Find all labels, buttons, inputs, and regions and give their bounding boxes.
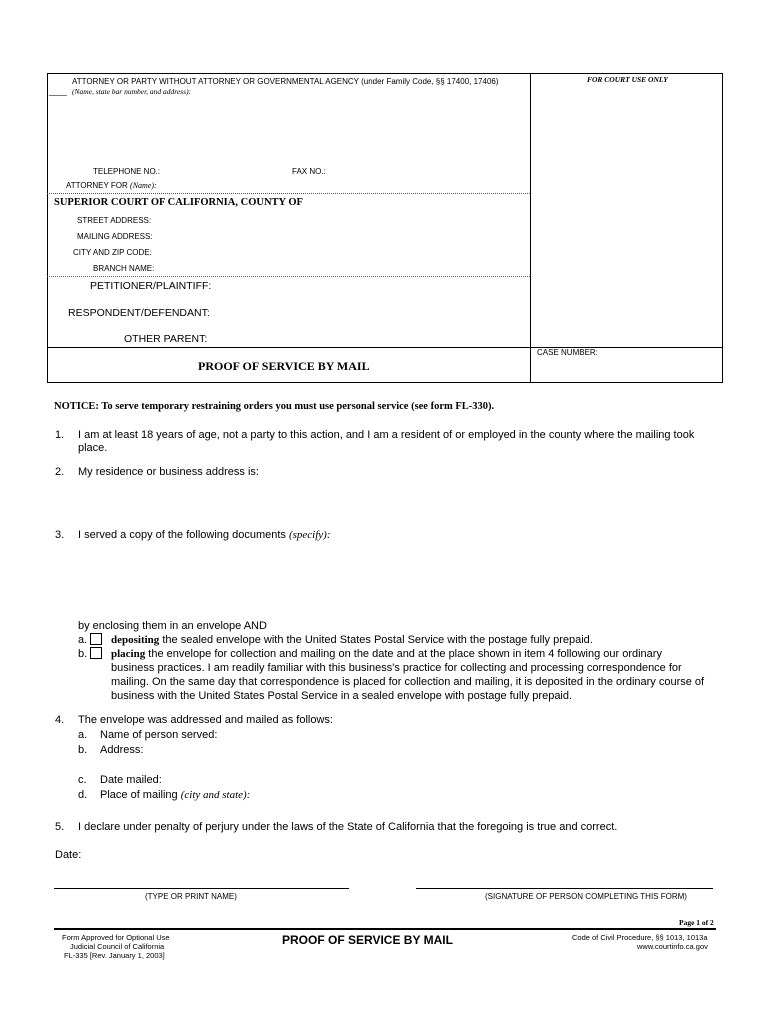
item1-line1: I am at least 18 years of age, not a party to this action, and I am a resident of or employed in the county where the mailing took: [78, 429, 695, 441]
petitioner-label: PETITIONER/PLAINTIFF:: [90, 280, 212, 292]
attorney-sub-label: (Name, state bar number, and address):: [72, 87, 192, 96]
footer-code: Code of Civil Procedure, §§ 1013, 1013a: [572, 933, 708, 942]
street-address-label: STREET ADDRESS:: [77, 216, 152, 225]
footer-approved-line1: Form Approved for Optional Use: [62, 933, 170, 942]
other-parent-label: OTHER PARENT:: [124, 333, 208, 345]
mailing-address-label: MAILING ADDRESS:: [77, 232, 153, 241]
court-title: SUPERIOR COURT OF CALIFORNIA, COUNTY OF: [54, 197, 303, 208]
item1-line2: place.: [78, 442, 108, 454]
attorney-dash: ____: [49, 87, 67, 96]
city-zip-label: CITY AND ZIP CODE:: [73, 248, 152, 257]
item2-text: My residence or business address is:: [78, 466, 259, 478]
branch-name-label: BRANCH NAME:: [93, 264, 155, 273]
fax-label: FAX NO.:: [292, 167, 326, 176]
item4d-text: Place of mailing (city and state):: [100, 789, 251, 801]
option-b-line1: placing the envelope for collection and mailing on the date and at the place shown in item 4 following our ordinary: [111, 648, 662, 660]
page-number: Page 1 of 2: [679, 918, 714, 927]
option-b-line2: business practices. I am readily familiar with this business's practice for collecting and processing correspondence for: [111, 662, 682, 674]
case-number-label: CASE NUMBER:: [537, 348, 598, 357]
divider-2: [47, 276, 530, 277]
item5-text: I declare under penalty of perjury under the laws of the State of California that the foregoing is true and correct.: [78, 821, 618, 833]
divider-3: [47, 347, 723, 348]
item3-text: I served a copy of the following documents (specify):: [78, 529, 331, 541]
footer-rule: [54, 928, 716, 930]
telephone-label: TELEPHONE NO.:: [93, 167, 161, 176]
attorney-for-label: ATTORNEY FOR (Name):: [66, 181, 157, 190]
court-use-label: FOR COURT USE ONLY: [587, 75, 668, 84]
enclosing-text: by enclosing them in an envelope AND: [78, 620, 267, 632]
divider-1: [47, 193, 530, 194]
placing-checkbox[interactable]: [90, 647, 102, 659]
item5-number: 5.: [55, 821, 65, 833]
option-b-letter: b.: [78, 648, 88, 660]
option-b-line4: business with the United States Postal Service in a sealed envelope with postage fully prepaid.: [111, 690, 573, 702]
form-title: PROOF OF SERVICE BY MAIL: [198, 359, 370, 373]
depositing-checkbox[interactable]: [90, 633, 102, 645]
respondent-label: RESPONDENT/DEFENDANT:: [68, 307, 210, 319]
option-a-letter: a.: [78, 634, 88, 646]
print-name-label: (TYPE OR PRINT NAME): [145, 892, 237, 901]
signature-label: (SIGNATURE OF PERSON COMPLETING THIS FORM): [485, 892, 687, 901]
notice: NOTICE: To serve temporary restraining orders you must use personal service (see form FL-330).: [54, 401, 495, 412]
footer-approved-line2: Judicial Council of California: [70, 942, 165, 951]
item4d-letter: d.: [78, 789, 88, 801]
footer-title: PROOF OF SERVICE BY MAIL: [282, 933, 453, 947]
date-label: Date:: [55, 849, 82, 861]
option-b-line3: mailing. On the same day that correspondence is placed for collection and mailing, it is deposited in the ordinary course of: [111, 676, 705, 688]
option-a-text: depositing the sealed envelope with the United States Postal Service with the postage fully prepaid.: [111, 634, 593, 646]
item4b-letter: b.: [78, 744, 88, 756]
attorney-label: ATTORNEY OR PARTY WITHOUT ATTORNEY OR GOVERNMENTAL AGENCY (under Family Code, §§ 17400, 17406): [72, 77, 499, 86]
item4a-letter: a.: [78, 729, 88, 741]
print-name-line: [54, 888, 349, 889]
signature-line: [416, 888, 713, 889]
item1-number: 1.: [55, 429, 65, 441]
item2-number: 2.: [55, 466, 65, 478]
item4-text: The envelope was addressed and mailed as follows:: [78, 714, 333, 726]
item4a-text: Name of person served:: [100, 729, 218, 741]
caption-vertical-divider: [530, 73, 531, 383]
item4-number: 4.: [55, 714, 65, 726]
item3-number: 3.: [55, 529, 65, 541]
footer-form-number: FL-335 [Rev. January 1, 2003]: [64, 951, 165, 960]
item4c-letter: c.: [78, 774, 87, 786]
item4c-text: Date mailed:: [100, 774, 162, 786]
footer-website[interactable]: www.courtinfo.ca.gov: [637, 942, 708, 951]
item4b-text: Address:: [100, 744, 144, 756]
